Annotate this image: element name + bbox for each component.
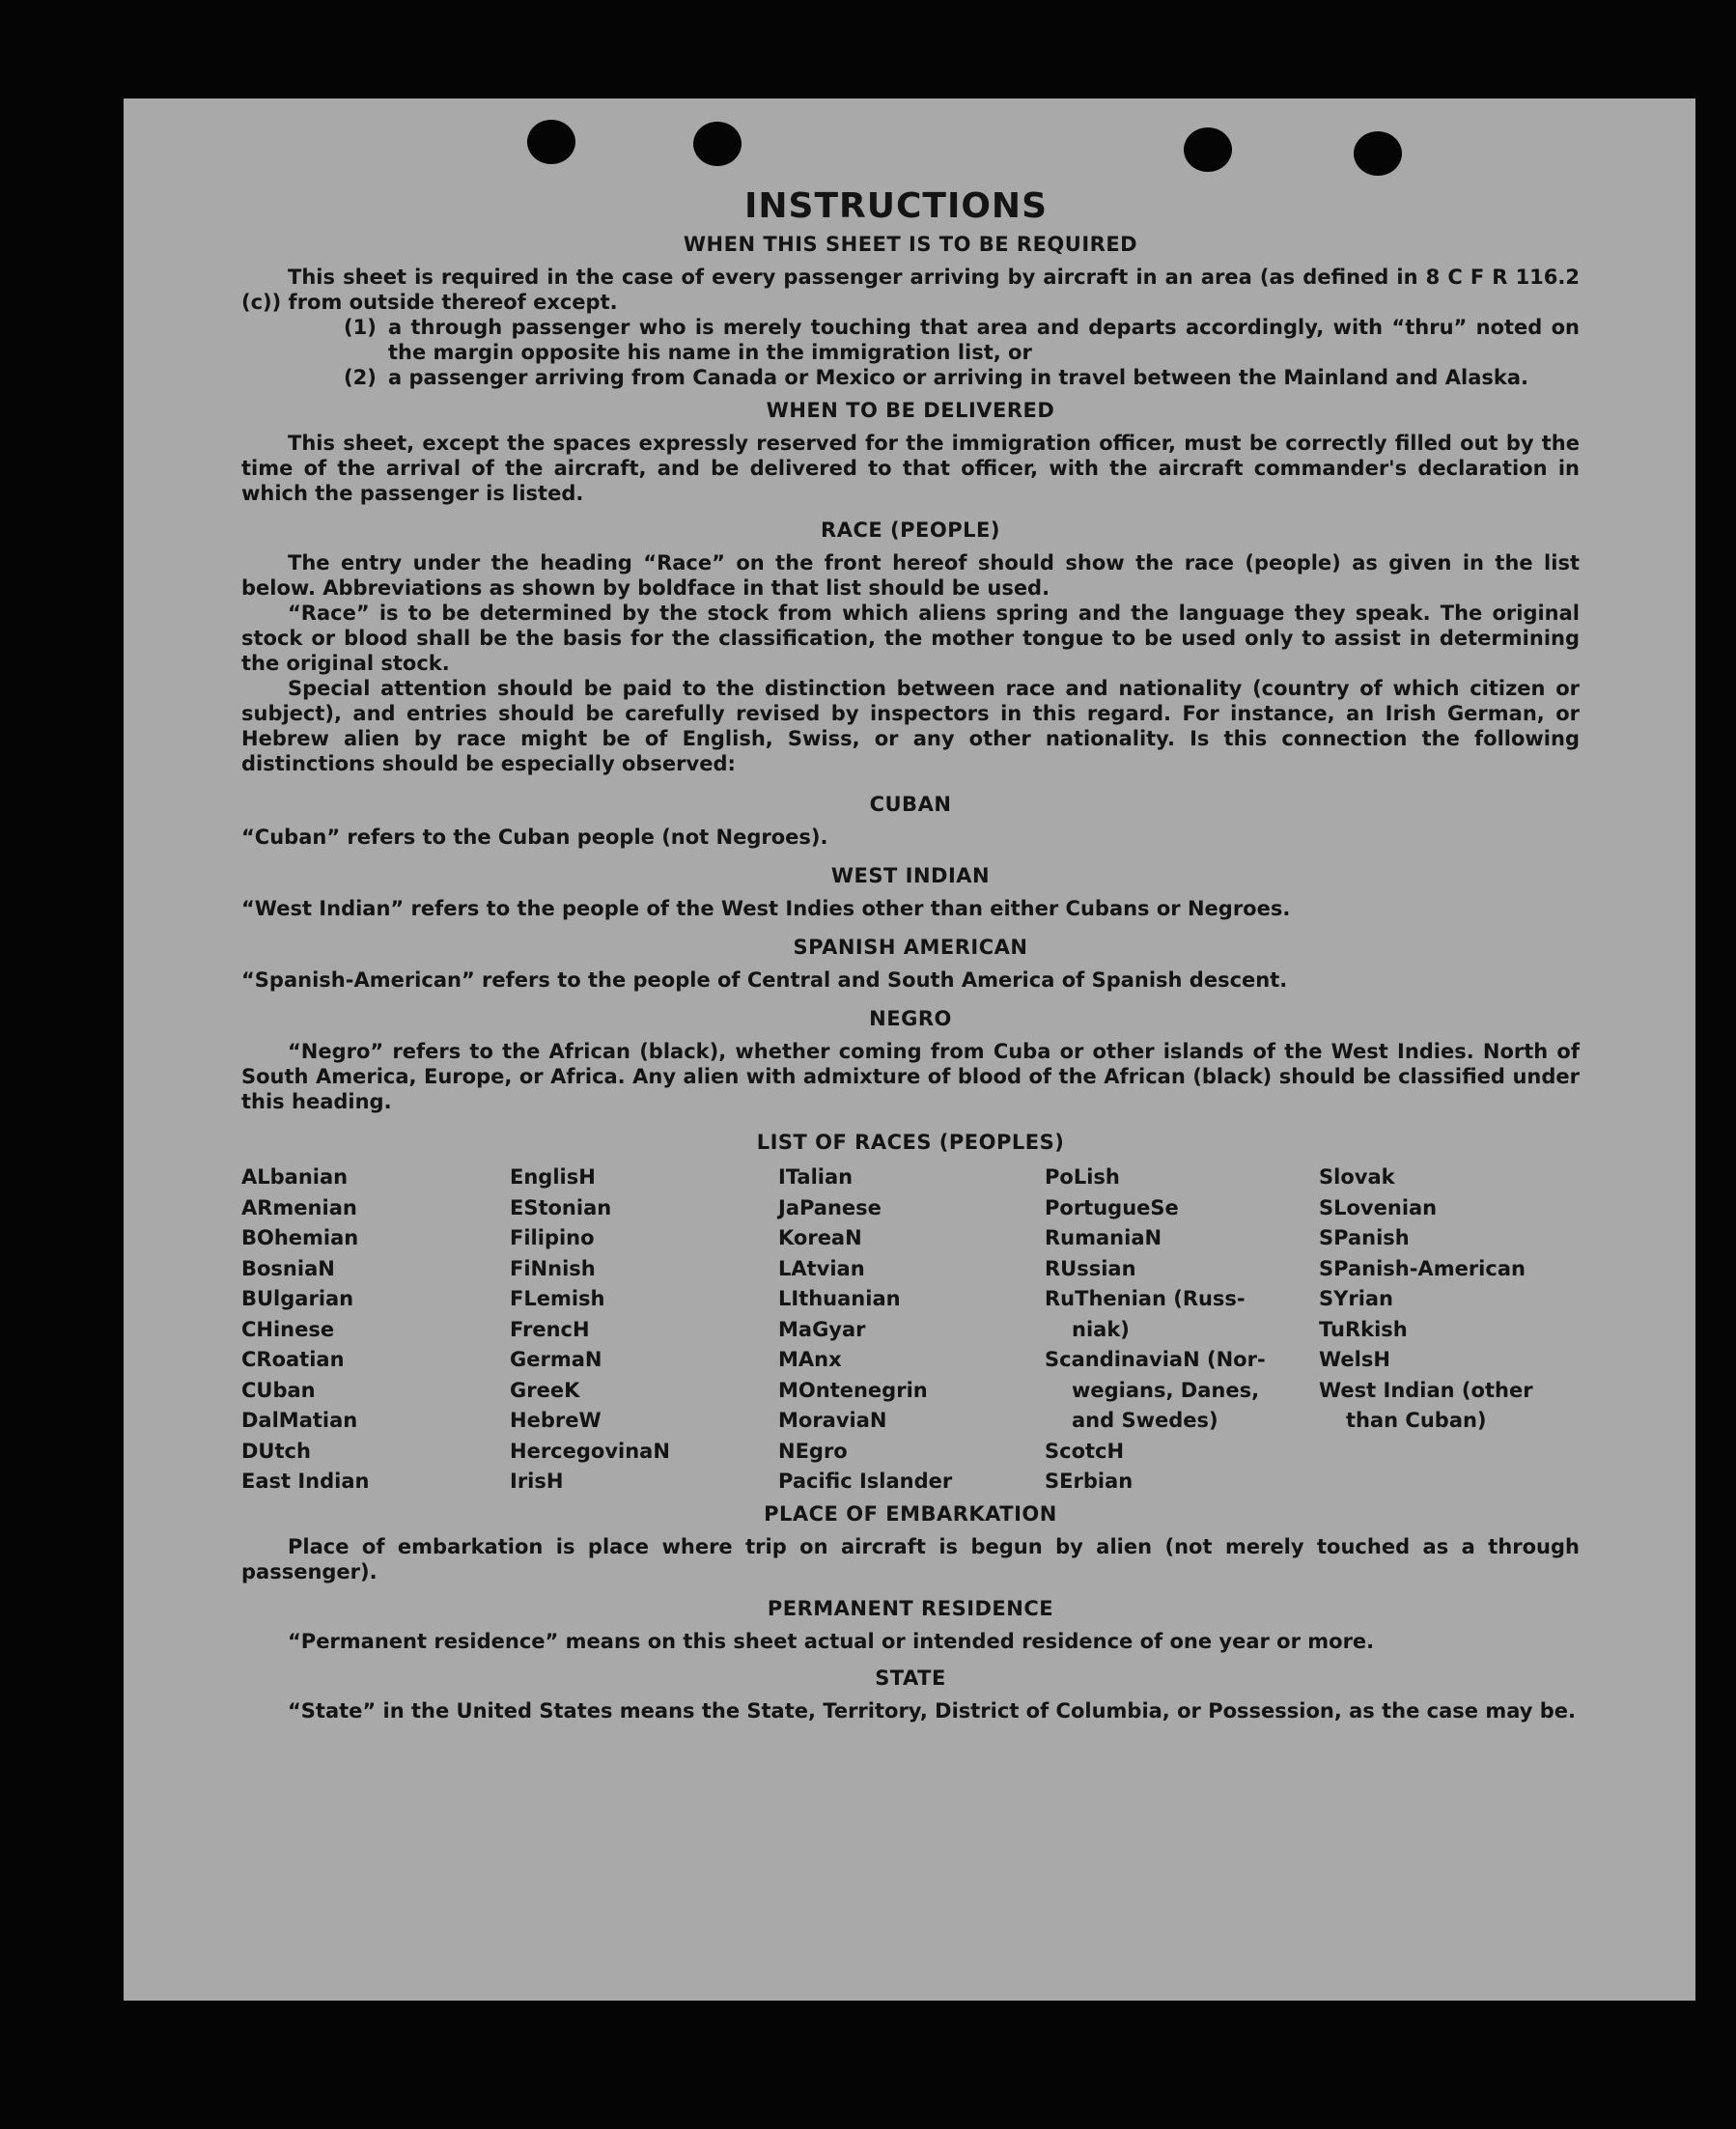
race-entry: Filipino bbox=[510, 1226, 595, 1249]
west-indian-text: “West Indian” refers to the people of the West Indies other than either Cubans or Negroes. bbox=[241, 897, 1291, 920]
section-heading-race: RACE (PEOPLE) bbox=[821, 518, 1000, 542]
race-paragraph: “Race” is to be determined by the stock from which aliens spring and the language they speak. The original stock or blood shall be the basis for the classification, the mother tongue to be used only to assist in determining the original stock. bbox=[241, 602, 1580, 675]
race-entry: PortugueSe bbox=[1045, 1195, 1179, 1219]
race-entry: WelsH bbox=[1319, 1348, 1390, 1371]
residence-text: “Permanent residence” means on this sheet actual or intended residence of one year or more. bbox=[288, 1629, 1375, 1653]
section-heading-spanish-american: SPANISH AMERICAN bbox=[793, 936, 1028, 959]
race-entry: East Indian bbox=[241, 1470, 370, 1493]
race-entry: EStonian bbox=[510, 1195, 612, 1219]
section-heading-cuban: CUBAN bbox=[869, 793, 952, 816]
race-entry: DUtch bbox=[241, 1439, 311, 1463]
race-entry: CUban bbox=[241, 1378, 316, 1402]
race-entry: SYrian bbox=[1319, 1287, 1394, 1310]
section-heading-when-required: WHEN THIS SHEET IS TO BE REQUIRED bbox=[683, 233, 1138, 256]
race-entry-continuation: than Cuban) bbox=[1346, 1409, 1487, 1432]
race-entry: GreeK bbox=[510, 1378, 580, 1402]
race-entry: CHinese bbox=[241, 1317, 335, 1341]
race-entry: MaGyar bbox=[778, 1317, 866, 1341]
race-entry: HercegovinaN bbox=[510, 1439, 670, 1463]
race-entry: MoraviaN bbox=[778, 1409, 887, 1432]
punch-hole bbox=[693, 122, 742, 166]
race-entry: Pacific Islander bbox=[778, 1470, 953, 1493]
section-heading-negro: NEGRO bbox=[869, 1007, 952, 1030]
section-heading-when-delivered: WHEN TO BE DELIVERED bbox=[766, 399, 1055, 422]
race-entry: SErbian bbox=[1045, 1470, 1134, 1493]
spanish-american-text: “Spanish-American” refers to the people of Central and South America of Spanish descent. bbox=[241, 968, 1288, 992]
item-number: (2) bbox=[344, 366, 377, 389]
section-heading-state: STATE bbox=[875, 1666, 946, 1690]
section-heading-list-of-races: LIST OF RACES (PEOPLES) bbox=[756, 1131, 1065, 1154]
item-number: (1) bbox=[344, 316, 377, 339]
race-entry: PoLish bbox=[1045, 1165, 1120, 1189]
race-entry: DalMatian bbox=[241, 1409, 358, 1432]
punch-hole bbox=[1184, 127, 1232, 172]
race-entry: LAtvian bbox=[778, 1256, 865, 1280]
instructions-content bbox=[241, 183, 1580, 1723]
race-paragraph: The entry under the heading “Race” on the front hereof should show the race (people) as given in the list below. Abbreviations as shown by boldface in that list should be used. bbox=[241, 551, 1580, 600]
race-entry: LIthuanian bbox=[778, 1287, 901, 1310]
punch-hole bbox=[527, 120, 575, 164]
race-paragraph: Special attention should be paid to the distinction between race and nationality (country of which citizen or subject), and entries should be carefully revised by inspectors in this regard. For instance, an Irish German, or Hebrew alien by race might be of English, Swiss, or any other nationality. Is this connection the following distinctions should be especially observed: bbox=[241, 677, 1580, 775]
when-delivered-text: This sheet, except the spaces expressly reserved for the immigration officer, must be correctly filled out by the time of the arrival of the aircraft, and be delivered to that officer, with the aircraft commander's declaration in which the passenger is listed. bbox=[241, 432, 1580, 505]
race-entry: BOhemian bbox=[241, 1226, 359, 1249]
race-entry: FLemish bbox=[510, 1287, 605, 1310]
race-entry: IrisH bbox=[510, 1470, 564, 1493]
section-heading-embarkation: PLACE OF EMBARKATION bbox=[764, 1501, 1057, 1526]
when-required-intro: This sheet is required in the case of every passenger arriving by aircraft in an area (as defined in 8 C F R 116.2 (c)) from outside thereof except. bbox=[241, 266, 1580, 314]
races-column bbox=[241, 1163, 510, 1498]
race-entry: CRoatian bbox=[241, 1348, 345, 1371]
race-entry: SPanish-American bbox=[1319, 1256, 1526, 1280]
page-title: INSTRUCTIONS bbox=[744, 186, 1048, 226]
race-entry: MAnx bbox=[778, 1348, 842, 1371]
race-entry: JaPanese bbox=[778, 1195, 882, 1219]
document-page bbox=[124, 98, 1695, 2001]
race-entry: ScotcH bbox=[1045, 1439, 1125, 1463]
cuban-text: “Cuban” refers to the Cuban people (not Negroes). bbox=[241, 826, 828, 849]
item-text: a through passenger who is merely touching that area and departs accordingly, with “thru” noted on the margin opposite his name in the immigration list, or bbox=[388, 316, 1580, 364]
race-entry: GermaN bbox=[510, 1348, 602, 1371]
race-entry: KoreaN bbox=[778, 1226, 862, 1249]
race-entry: ITalian bbox=[778, 1165, 854, 1189]
races-column bbox=[1045, 1163, 1319, 1498]
embarkation-text: Place of embarkation is place where trip on aircraft is begun by alien (not merely touched as a through passenger). bbox=[241, 1534, 1580, 1583]
state-text: “State” in the United States means the State, Territory, District of Columbia, or Possession, as the case may be. bbox=[288, 1698, 1576, 1723]
races-column bbox=[1319, 1163, 1580, 1498]
race-entry: BUlgarian bbox=[241, 1287, 354, 1310]
punch-hole bbox=[1354, 131, 1402, 176]
race-entry: SPanish bbox=[1319, 1226, 1410, 1249]
race-entry: RUssian bbox=[1045, 1256, 1136, 1280]
race-entry: ALbanian bbox=[241, 1165, 349, 1189]
race-entry: FiNnish bbox=[510, 1256, 596, 1280]
race-entry: ScandinaviaN (Nor- bbox=[1045, 1348, 1266, 1371]
race-entry-continuation: wegians, Danes, bbox=[1072, 1378, 1260, 1402]
race-entry: Slovak bbox=[1319, 1165, 1395, 1189]
race-entry: EnglisH bbox=[510, 1165, 596, 1189]
race-entry: TuRkish bbox=[1319, 1317, 1408, 1341]
races-list bbox=[241, 1163, 1580, 1498]
race-entry: SLovenian bbox=[1319, 1195, 1438, 1219]
race-entry: NEgro bbox=[778, 1439, 848, 1463]
race-entry: West Indian (other bbox=[1319, 1378, 1533, 1402]
race-entry: MOntenegrin bbox=[778, 1378, 928, 1402]
race-entry: ARmenian bbox=[241, 1195, 357, 1219]
exception-item bbox=[344, 315, 1580, 365]
races-column bbox=[510, 1163, 778, 1498]
item-text: a passenger arriving from Canada or Mexico or arriving in travel between the Mainland and Alaska. bbox=[388, 366, 1528, 389]
negro-text: “Negro” refers to the African (black), whether coming from Cuba or other islands of the West Indies. North of South America, Europe, or Africa. Any alien with admixture of blood of the African (black) should be classified under this heading. bbox=[241, 1040, 1580, 1113]
race-entry: HebreW bbox=[510, 1409, 602, 1432]
section-heading-west-indian: WEST INDIAN bbox=[830, 864, 991, 887]
race-entry: RuThenian (Russ- bbox=[1045, 1287, 1246, 1310]
race-entry: RumaniaN bbox=[1045, 1226, 1162, 1249]
race-entry-continuation: and Swedes) bbox=[1072, 1409, 1218, 1432]
race-entry: BosniaN bbox=[241, 1256, 335, 1280]
section-heading-residence: PERMANENT RESIDENCE bbox=[767, 1596, 1054, 1620]
exception-item bbox=[344, 365, 1580, 390]
race-entry: FrencH bbox=[510, 1317, 590, 1341]
races-column bbox=[778, 1163, 1045, 1498]
race-entry-continuation: niak) bbox=[1072, 1317, 1130, 1341]
